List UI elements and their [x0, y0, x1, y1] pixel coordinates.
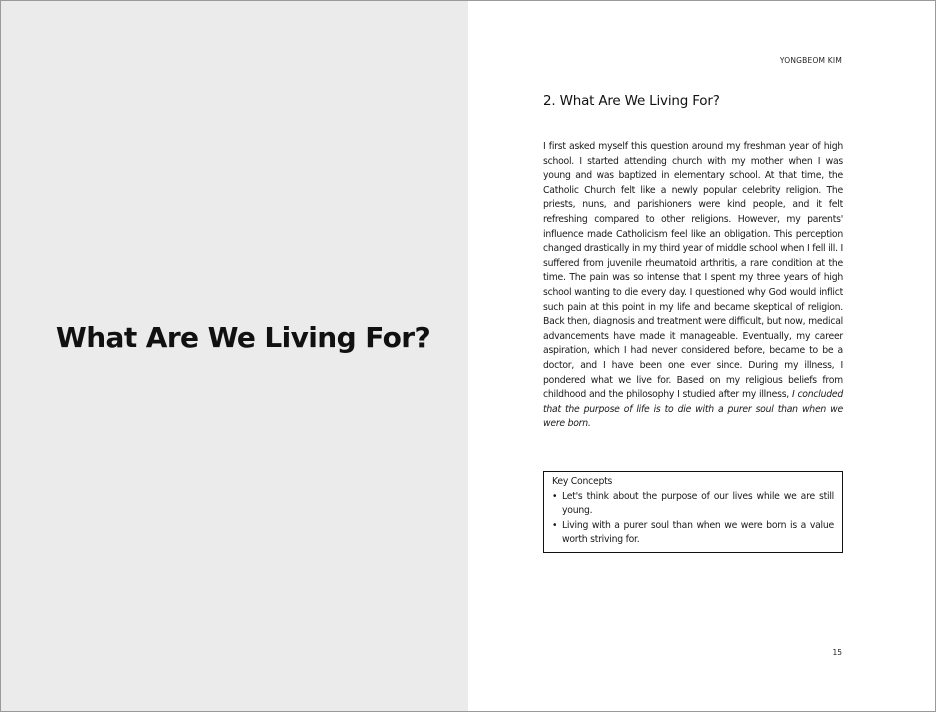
running-header: YONGBEOM KIM [779, 56, 842, 65]
key-concept-item [552, 490, 834, 519]
bullet-icon: • [552, 519, 558, 531]
key-concepts-box [543, 471, 843, 553]
section-title: 2. What Are We Living For? [543, 93, 720, 109]
chapter-title: What Are We Living For? [55, 321, 431, 354]
bullet-icon: • [552, 490, 558, 502]
page-number: 15 [832, 648, 842, 657]
key-concept-item [552, 519, 834, 548]
body-text: I first asked myself this question around my freshman year of high school. I started attending church with my mother when I was young and was baptized in elementary school. At that time, the Catholic Church felt like a newly popular celebrity religion. The priests, nuns, and parishioners were kind people, and it felt refreshing compared to other religions. However, my parents' influence made Catholicism feel like an obligation. This perception changed drastically in my third year of middle school when I fell ill. I suffered from juvenile rheumatoid arthritis, a rare condition at the time. The pain was so intense that I spent my three years of high school wanting to die every day. I questioned why God would inflict such pain at this point in my life and became skeptical of religion. Back then, diagnosis and treatment were difficult, but now, medical advancements have made it manageable. Eventually, my career aspiration, which I had never considered before, became to be a doctor, and I have been one ever since. During my illness, I pondered what we live for. Based on my religious beliefs from childhood and the philosophy I studied after my illness, [543, 141, 843, 401]
key-concept-text: Living with a purer soul than when we were born is a value worth striving for. [562, 519, 834, 546]
key-concepts-title: Key Concepts [552, 476, 613, 487]
key-concept-text: Let's think about the purpose of our lives while we are still young. [562, 490, 834, 517]
left-page [1, 1, 468, 711]
body-paragraph [543, 140, 843, 432]
body-italic-conclusion: I concluded that the purpose of life is to die with a purer soul than when we were born. [543, 389, 843, 430]
key-concepts-list [552, 490, 834, 548]
right-page [468, 1, 935, 711]
